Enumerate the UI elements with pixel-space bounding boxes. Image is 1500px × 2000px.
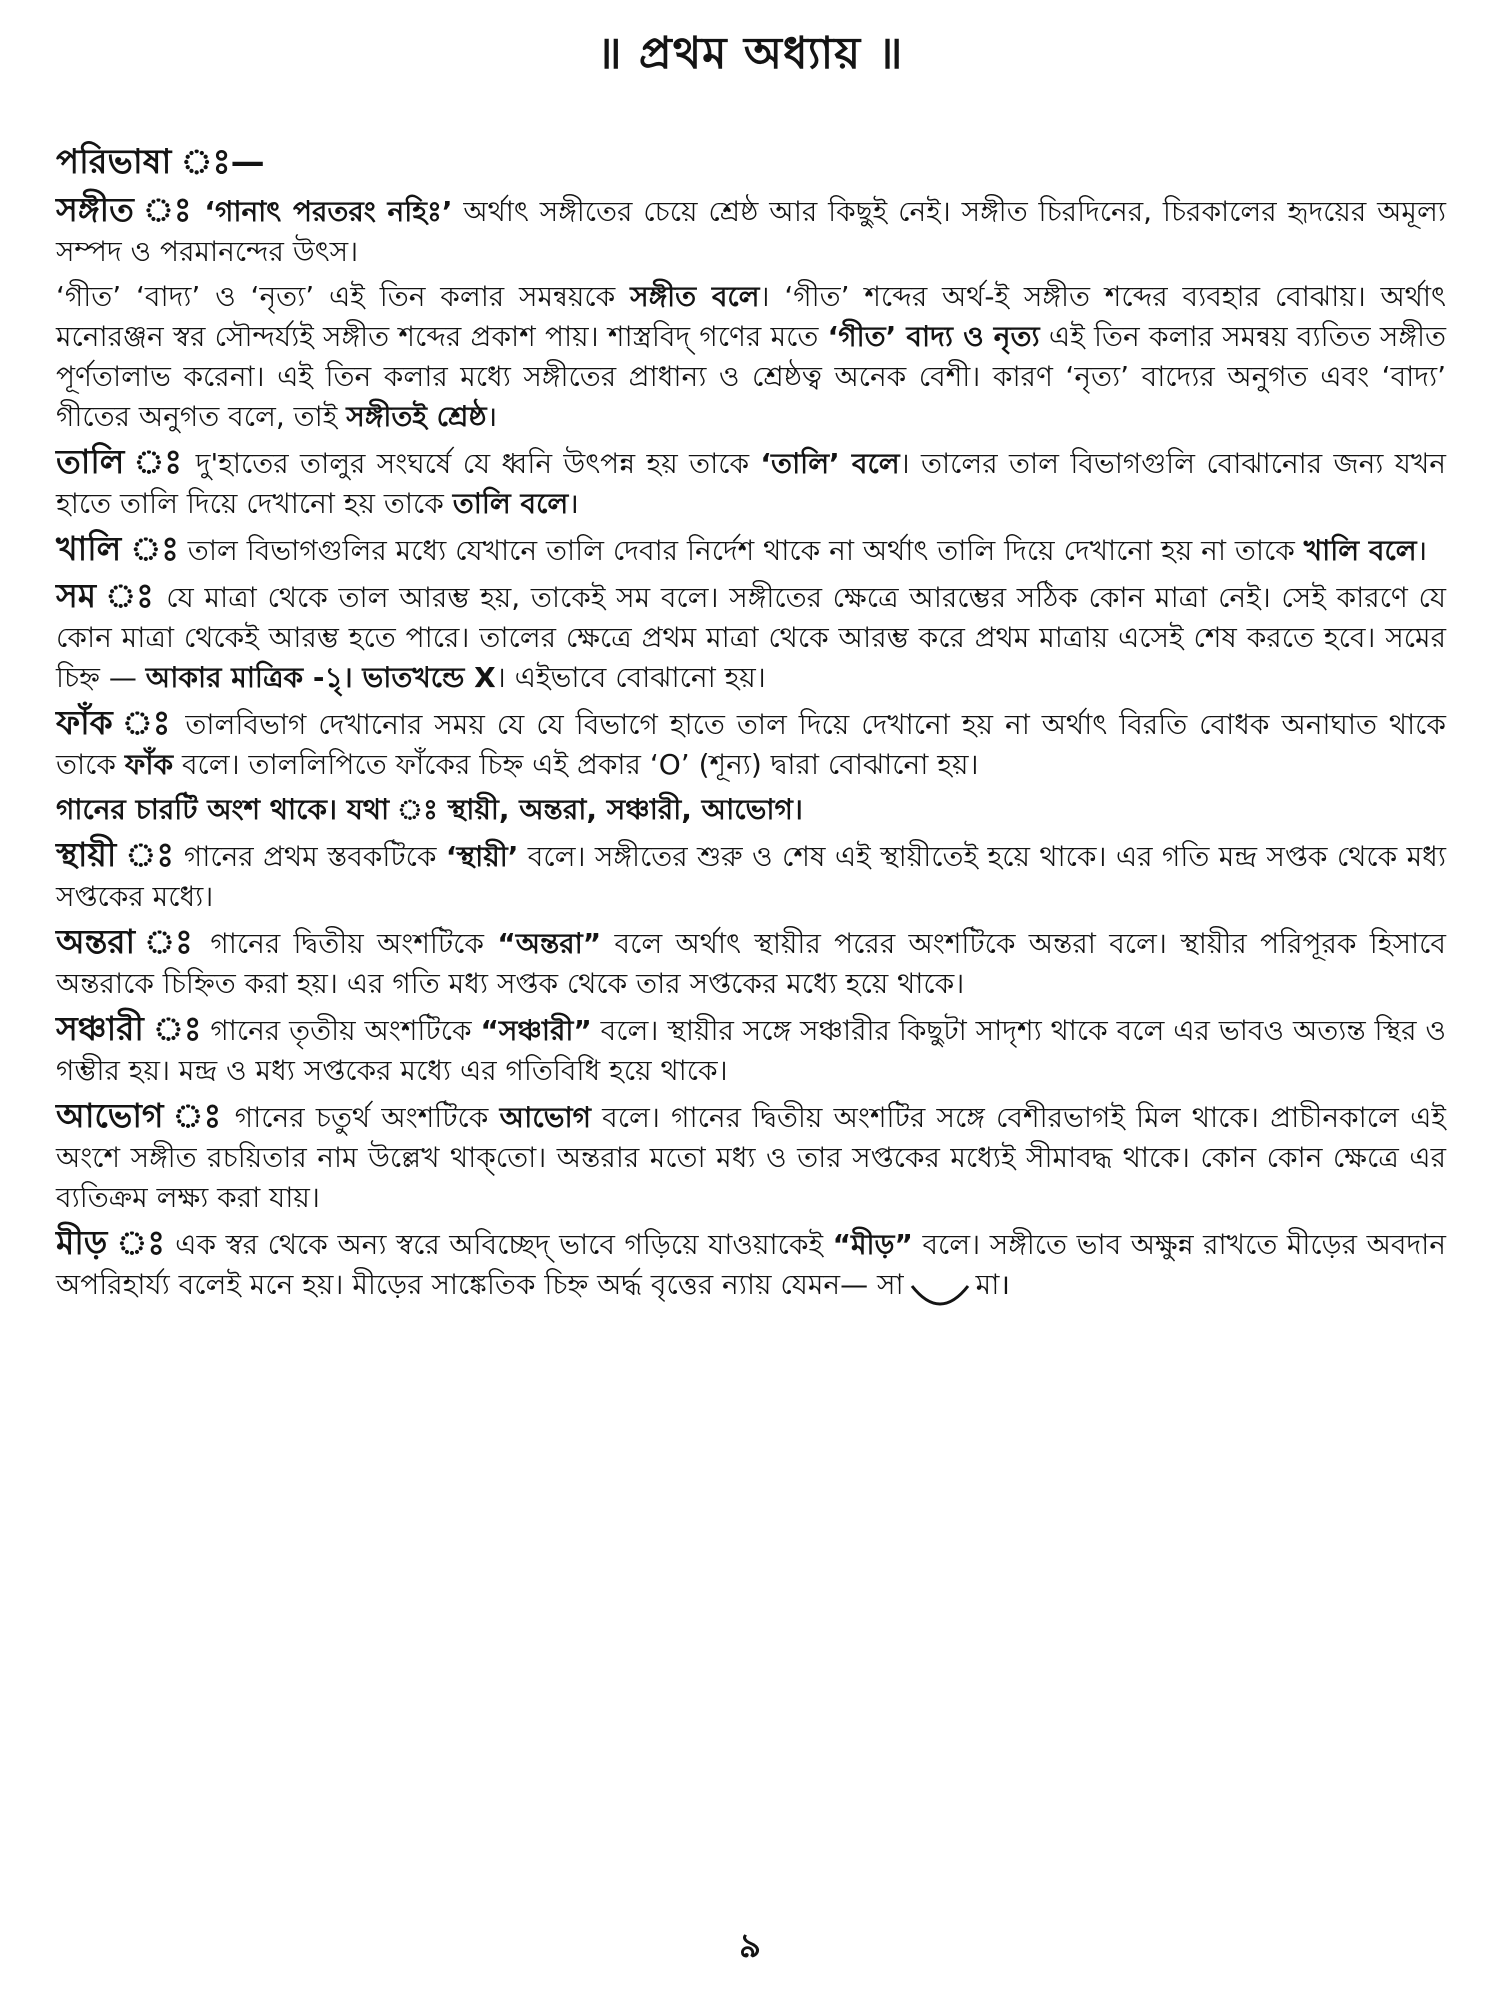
term-meend: মীড় ঃ	[56, 1223, 166, 1262]
geet-text-1: ‘গীত’ ‘বাদ্য’ ও ‘নৃত্য’ এই তিন কলার সমন্বয়কে	[56, 280, 631, 313]
entry-sam	[56, 576, 1446, 698]
term-sangeet: সঙ্গীত ঃ	[56, 190, 194, 229]
antara-text-1: গানের দ্বিতীয় অংশটিকে	[197, 927, 498, 960]
sam-bold-1: আকার মাত্রিক -১ৃ। ভাতখন্ডে X	[145, 661, 496, 694]
tali-text-1: দু'হাতের তালুর সংঘর্ষে যে ধ্বনি উৎপন্ন হয় তাকে	[184, 447, 761, 480]
abhog-bold-1: আভোগ	[499, 1101, 591, 1134]
tali-bold-2: তালি বলে	[452, 487, 569, 520]
section-heading: পরিভাষা ঃ—	[56, 142, 265, 182]
meend-example	[877, 1265, 999, 1314]
entry-antara	[56, 922, 1446, 1004]
sanchari-text-2: বলে। স্থায়ীর সঙ্গে সঞ্চারীর কিছুটা সাদৃশ্য থাকে বলে এর ভাবও অত্যন্ত স্থির ও গম্ভীর হয়। মন্দ্র ও মধ্য সপ্তকের মধ্যে এর গতিবিধি হয়ে থাকে।	[56, 1014, 1447, 1087]
sthayi-bold-1: ‘স্থায়ী’	[445, 840, 519, 873]
sthayi-text-2: বলে। সঙ্গীতের শুরু ও শেষ এই স্থায়ীতেই হয়ে থাকে। এর গতি মন্দ্র সপ্তক থেকে মধ্য সপ্তকের মধ্যে।	[56, 840, 1446, 913]
phank-text-2: বলে। তাললিপিতে ফাঁকের চিহ্ন এই প্রকার ‘O’ (শূন্য) দ্বারা বোঝানো হয়।	[173, 748, 979, 781]
geet-bold-2: ‘গীত’ বাদ্য ও নৃত্য	[827, 320, 1040, 353]
meend-text-3: ।	[999, 1268, 1010, 1301]
term-sthayi: স্থায়ী ঃ	[56, 835, 175, 874]
antara-text-2: বলে অর্থাৎ স্থায়ীর পরের অংশটিকে অন্তরা বলে। স্থায়ীর পরিপূরক হিসাবে অন্তরাকে চিহ্নিত করা হয়। এর গতি মধ্য সপ্তক থেকে তার সপ্তকের মধ্যে হয়ে থাকে।	[56, 927, 1446, 1000]
entry-sangeet	[56, 190, 1446, 272]
entry-sanchari	[56, 1009, 1446, 1091]
sthayi-text-1: গানের প্রথম স্তবকটিকে	[174, 840, 446, 873]
meend-note-sa: সা	[877, 1268, 904, 1301]
geet-bold-1: সঙ্গীত বলে	[630, 280, 760, 313]
meend-text-2: বলে। সঙ্গীতে ভাব অক্ষুন্ন রাখতে মীড়ের অবদান অপরিহার্য্য বলেই মনে হয়। মীড়ের সাঙ্কেতিক চিহ্ন অর্দ্ধ বৃত্তের ন্যায় যেমন—	[56, 1228, 1446, 1301]
page-number: ৯	[738, 1926, 762, 1966]
sanchari-text-1: গানের তৃতীয় অংশটিকে	[201, 1014, 481, 1047]
phank-text-1: তালবিভাগ দেখানোর সময় যে যে বিভাগে হাতে তাল দিয়ে দেখানো হয় না অর্থাৎ বিরতি বোধক অনাঘাত থাকে তাকে	[56, 708, 1447, 781]
entry-khali	[56, 529, 1446, 571]
sam-text-2: । এইভাবে বোঝানো হয়।	[495, 661, 766, 694]
sangeet-text: অর্থাৎ সঙ্গীতের চেয়ে শ্রেষ্ঠ আর কিছুই নেই। সঙ্গীত চিরদিনের, চিরকালের হৃদয়ের অমূল্য সম্পদ ও পরমানন্দের উৎস।	[56, 195, 1446, 268]
entry-phank	[56, 703, 1446, 785]
abhog-text-2: বলে। গানের দ্বিতীয় অংশটির সঙ্গে বেশীরভাগই মিল থাকে। প্রাচীনকালে এই অংশে সঙ্গীত রচয়িতার নাম উল্লেখ থাক্‌তো। অন্তরার মতো মধ্য ও তার সপ্তকের মধ্যেই সীমাবদ্ধ থাকে। কোন কোন ক্ষেত্রে এর ব্যতিক্রম লক্ষ্য করা যায়।	[56, 1101, 1446, 1214]
term-tali: তালি ঃ	[56, 442, 185, 481]
khali-text-2: ।	[1416, 534, 1428, 567]
term-sanchari: সঞ্চারী ঃ	[56, 1009, 202, 1048]
antara-bold-1: “অন্তরা”	[497, 927, 602, 960]
geet-text-3: এই তিন কলার সমন্বয় ব্যতিত সঙ্গীত পূর্ণতালাভ করেনা। এই তিন কলার মধ্যে সঙ্গীতের প্রাধান্য ও শ্রেষ্ঠত্ব অনেক বেশী। কারণ ‘নৃত্য’ বাদ্যের অনুগত এবং ‘বাদ্য’ গীতের অনুগত বলে, তাই	[56, 320, 1447, 433]
abhog-text-1: গানের চতুর্থ অংশটিকে	[223, 1101, 500, 1134]
content-body	[56, 140, 1446, 1319]
entry-geet-paragraph	[56, 277, 1446, 437]
term-sam: সম ঃ	[56, 576, 156, 615]
sangeet-quote: ‘গানাৎ পরতরং নহিঃ’	[204, 195, 453, 228]
sam-text-1: যে মাত্রা থেকে তাল আরম্ভ হয়, তাকেই সম বলে। সঙ্গীতের ক্ষেত্রে আরম্ভের সঠিক কোন মাত্রা নেই। সেই কারণে যে কোন মাত্রা থেকেই আরম্ভ হতে পারে। তালের ক্ষেত্রে প্রথম মাত্রা থেকে আরম্ভ করে প্রথম মাত্রায় এসেই শেষ করতে হবে। সমের চিহ্ন —	[56, 581, 1447, 694]
tali-text-3: ।	[568, 487, 579, 520]
khali-bold-1: খালি বলে	[1303, 534, 1417, 567]
khali-text-1: তাল বিভাগগুলির মধ্যে যেখানে তালি দেবার নির্দেশ থাকে না অর্থাৎ তালি দিয়ে দেখানো হয় না তাকে	[178, 534, 1304, 567]
meend-bold-1: “মীড়”	[832, 1228, 913, 1261]
geet-text-4: ।	[486, 400, 498, 433]
term-antara: অন্তরা ঃ	[56, 922, 198, 961]
entry-abhog	[56, 1096, 1446, 1218]
entry-meend	[56, 1223, 1446, 1314]
meend-text-1: এক স্বর থেকে অন্য স্বরে অবিচ্ছেদ্ ভাবে গড়িয়ে যাওয়াকেই	[165, 1228, 833, 1261]
geet-bold-3: সঙ্গীতই শ্রেষ্ঠ	[346, 400, 487, 433]
term-phank: ফাঁক ঃ	[56, 703, 174, 742]
meend-note-ma: মা	[975, 1268, 1000, 1301]
chapter-title: ॥ প্রথম অধ্যায় ॥	[596, 28, 904, 79]
term-abhog: আভোগ ঃ	[56, 1096, 224, 1135]
meend-arc-icon	[908, 1282, 972, 1314]
entry-sthayi	[56, 835, 1446, 917]
geet-text-2: । ‘গীত’ শব্দের অর্থ-ই সঙ্গীত শব্দের ব্যবহার বোঝায়। অর্থাৎ মনোরঞ্জন স্বর সৌন্দর্য্যই সঙ্গীত শব্দের প্রকাশ পায়। শাস্ত্রবিদ্ গণের মতে	[56, 280, 1446, 353]
sanchari-bold-1: “সঞ্চারী”	[480, 1014, 592, 1047]
entry-song-parts: গানের চারটি অংশ থাকে। যথা ঃ স্থায়ী, অন্তরা, সঞ্চারী, আভোগ।	[56, 793, 803, 826]
term-khali: খালি ঃ	[56, 529, 179, 568]
entry-tali	[56, 442, 1446, 524]
phank-bold-1: ফাঁক	[124, 748, 174, 781]
tali-bold-1: ‘তালি’ বলে	[760, 447, 900, 480]
tali-text-2: । তালের তাল বিভাগগুলি বোঝানোর জন্য যখন হাতে তালি দিয়ে দেখানো হয় তাকে	[56, 447, 1446, 520]
